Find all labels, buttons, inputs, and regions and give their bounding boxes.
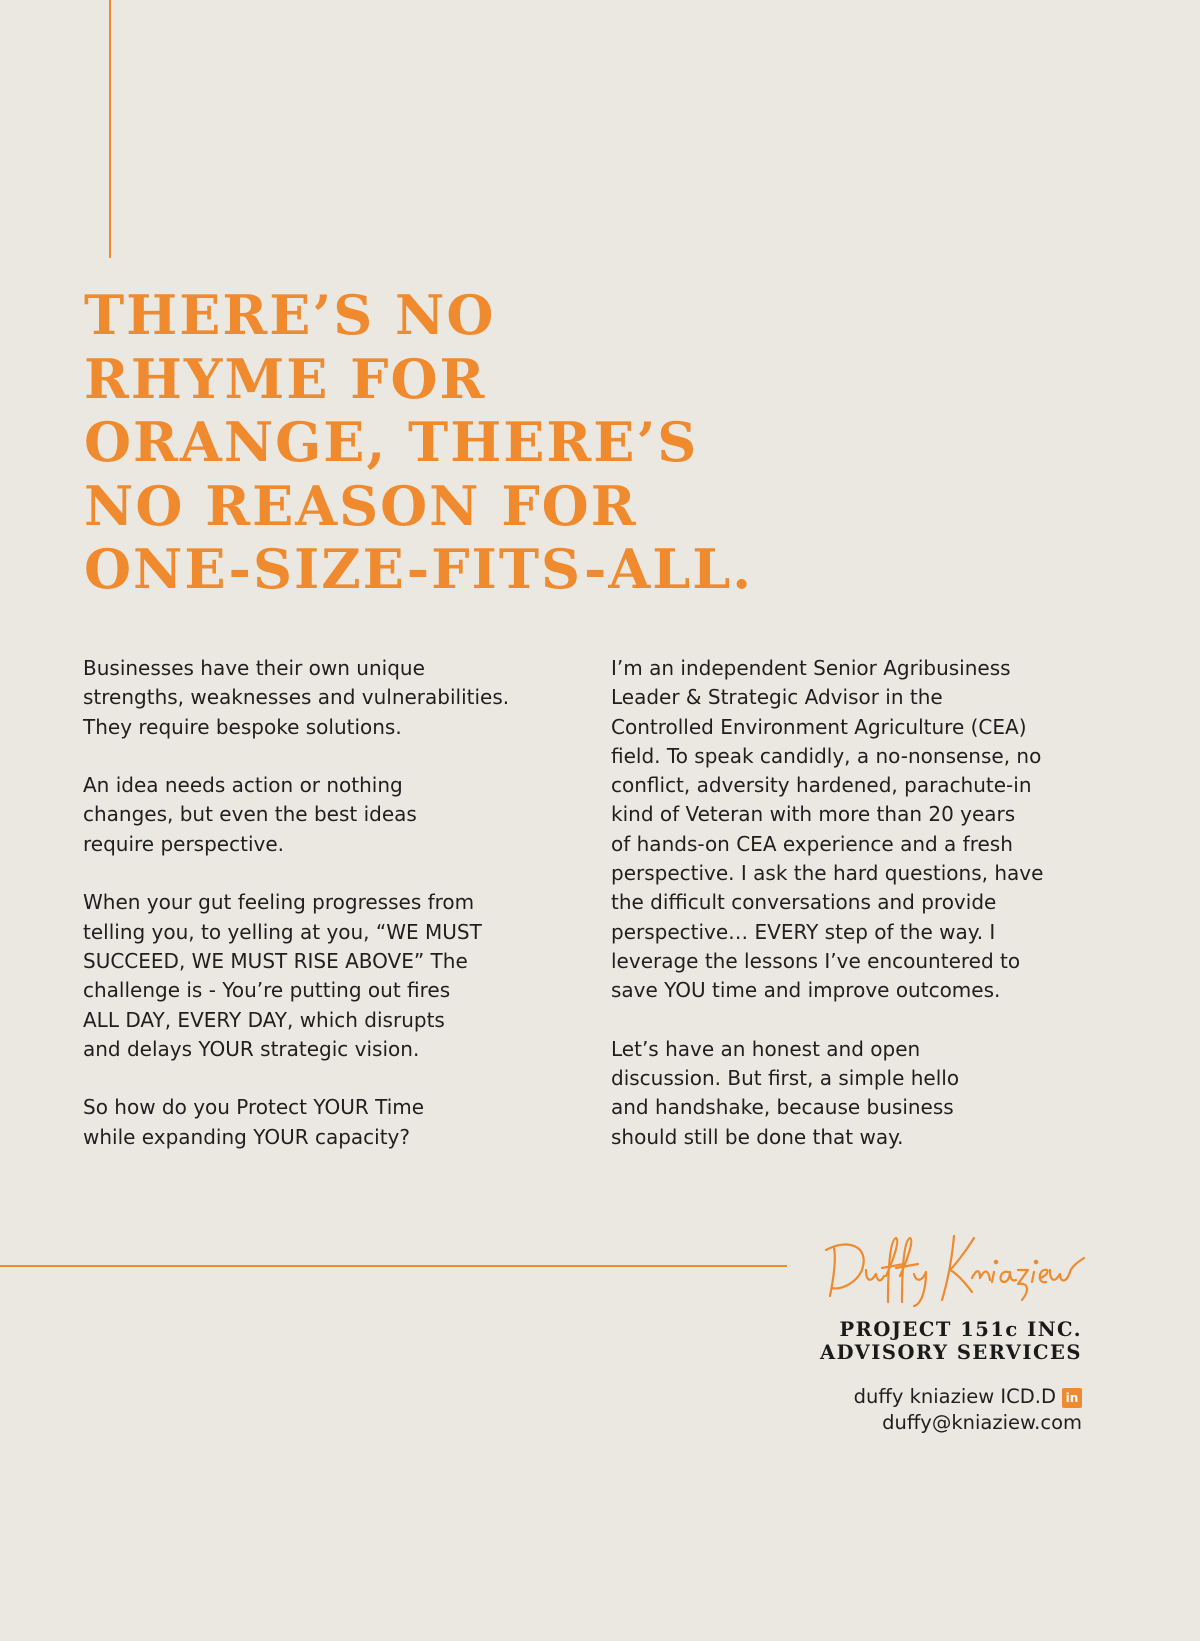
text-line: Controlled Environment Agriculture (CEA) [611, 714, 1027, 739]
company-block [820, 1318, 1082, 1364]
headline-line: THERE’S NO [84, 283, 496, 347]
text-line: conflict, adversity hardened, parachute-in [611, 773, 1032, 798]
linkedin-icon[interactable]: in [1062, 1388, 1082, 1408]
contact-email[interactable]: duffy@kniaziew.com [882, 1411, 1082, 1434]
headline [84, 284, 1124, 602]
signature [822, 1218, 1088, 1308]
text-line: while expanding YOUR capacity? [83, 1124, 411, 1149]
text-line: require perspective. [83, 831, 284, 856]
text-line: perspective… EVERY step of the way. I [611, 919, 996, 944]
text-line: changes, but even the best ideas [83, 802, 417, 827]
text-line: discussion. But first, a simple hello [611, 1066, 960, 1091]
text-line: of hands-on CEA experience and a fresh [611, 831, 1013, 856]
text-line: and handshake, because business [611, 1095, 954, 1120]
text-line: An idea needs action or nothing [83, 773, 403, 798]
text-line: They require bespoke solutions. [83, 714, 402, 739]
text-line: telling you, to yelling at you, “WE MUST [83, 919, 482, 944]
paragraph [611, 654, 1091, 1006]
company-name: PROJECT 151c INC. [839, 1318, 1082, 1341]
right-column [611, 654, 1091, 1181]
text-line: challenge is - You’re putting out fires [83, 978, 451, 1003]
paragraph [83, 654, 573, 742]
text-line: strengths, weaknesses and vulnerabilities. [83, 685, 510, 710]
contact-block [854, 1384, 1082, 1436]
paragraph [83, 1093, 573, 1152]
text-line: save YOU time and improve outcomes. [611, 978, 1001, 1003]
paragraph [83, 888, 573, 1064]
contact-name-row [854, 1384, 1082, 1410]
text-line: ALL DAY, EVERY DAY, which disrupts [83, 1007, 445, 1032]
contact-name: duffy kniaziew ICD.D [853, 1385, 1056, 1408]
top-vertical-rule [109, 0, 111, 258]
headline-line: ONE-SIZE-FITS-ALL. [84, 537, 754, 601]
text-line: field. To speak candidly, a no-nonsense, no [611, 743, 1042, 768]
text-line: Businesses have their own unique [83, 656, 425, 680]
text-line: Leader & Strategic Advisor in the [611, 685, 943, 710]
paragraph [611, 1035, 1091, 1152]
text-line: SUCCEED, WE MUST RISE ABOVE” The [83, 948, 468, 973]
paragraph [83, 771, 573, 859]
headline-line: ORANGE, THERE’S [84, 410, 699, 474]
text-line: Let’s have an honest and open [611, 1036, 921, 1061]
text-line: kind of Veteran with more than 20 years [611, 802, 1016, 827]
left-column [83, 654, 573, 1181]
text-line: So how do you Protect YOUR Time [83, 1095, 425, 1120]
text-line: and delays YOUR strategic vision. [83, 1036, 420, 1061]
company-division: ADVISORY SERVICES [819, 1341, 1082, 1364]
text-line: the difficult conversations and provide [611, 890, 997, 915]
text-line: When your gut feeling progresses from [83, 890, 475, 915]
text-line: I’m an independent Senior Agribusiness [611, 656, 1011, 680]
headline-line: RHYME FOR [84, 346, 487, 411]
text-line: leverage the lessons I’ve encountered to [611, 948, 1021, 973]
text-line: perspective. I ask the hard questions, have [611, 861, 1044, 886]
text-line: should still be done that way. [611, 1124, 904, 1149]
bottom-horizontal-rule [0, 1265, 787, 1267]
headline-line: NO REASON FOR [84, 473, 638, 538]
